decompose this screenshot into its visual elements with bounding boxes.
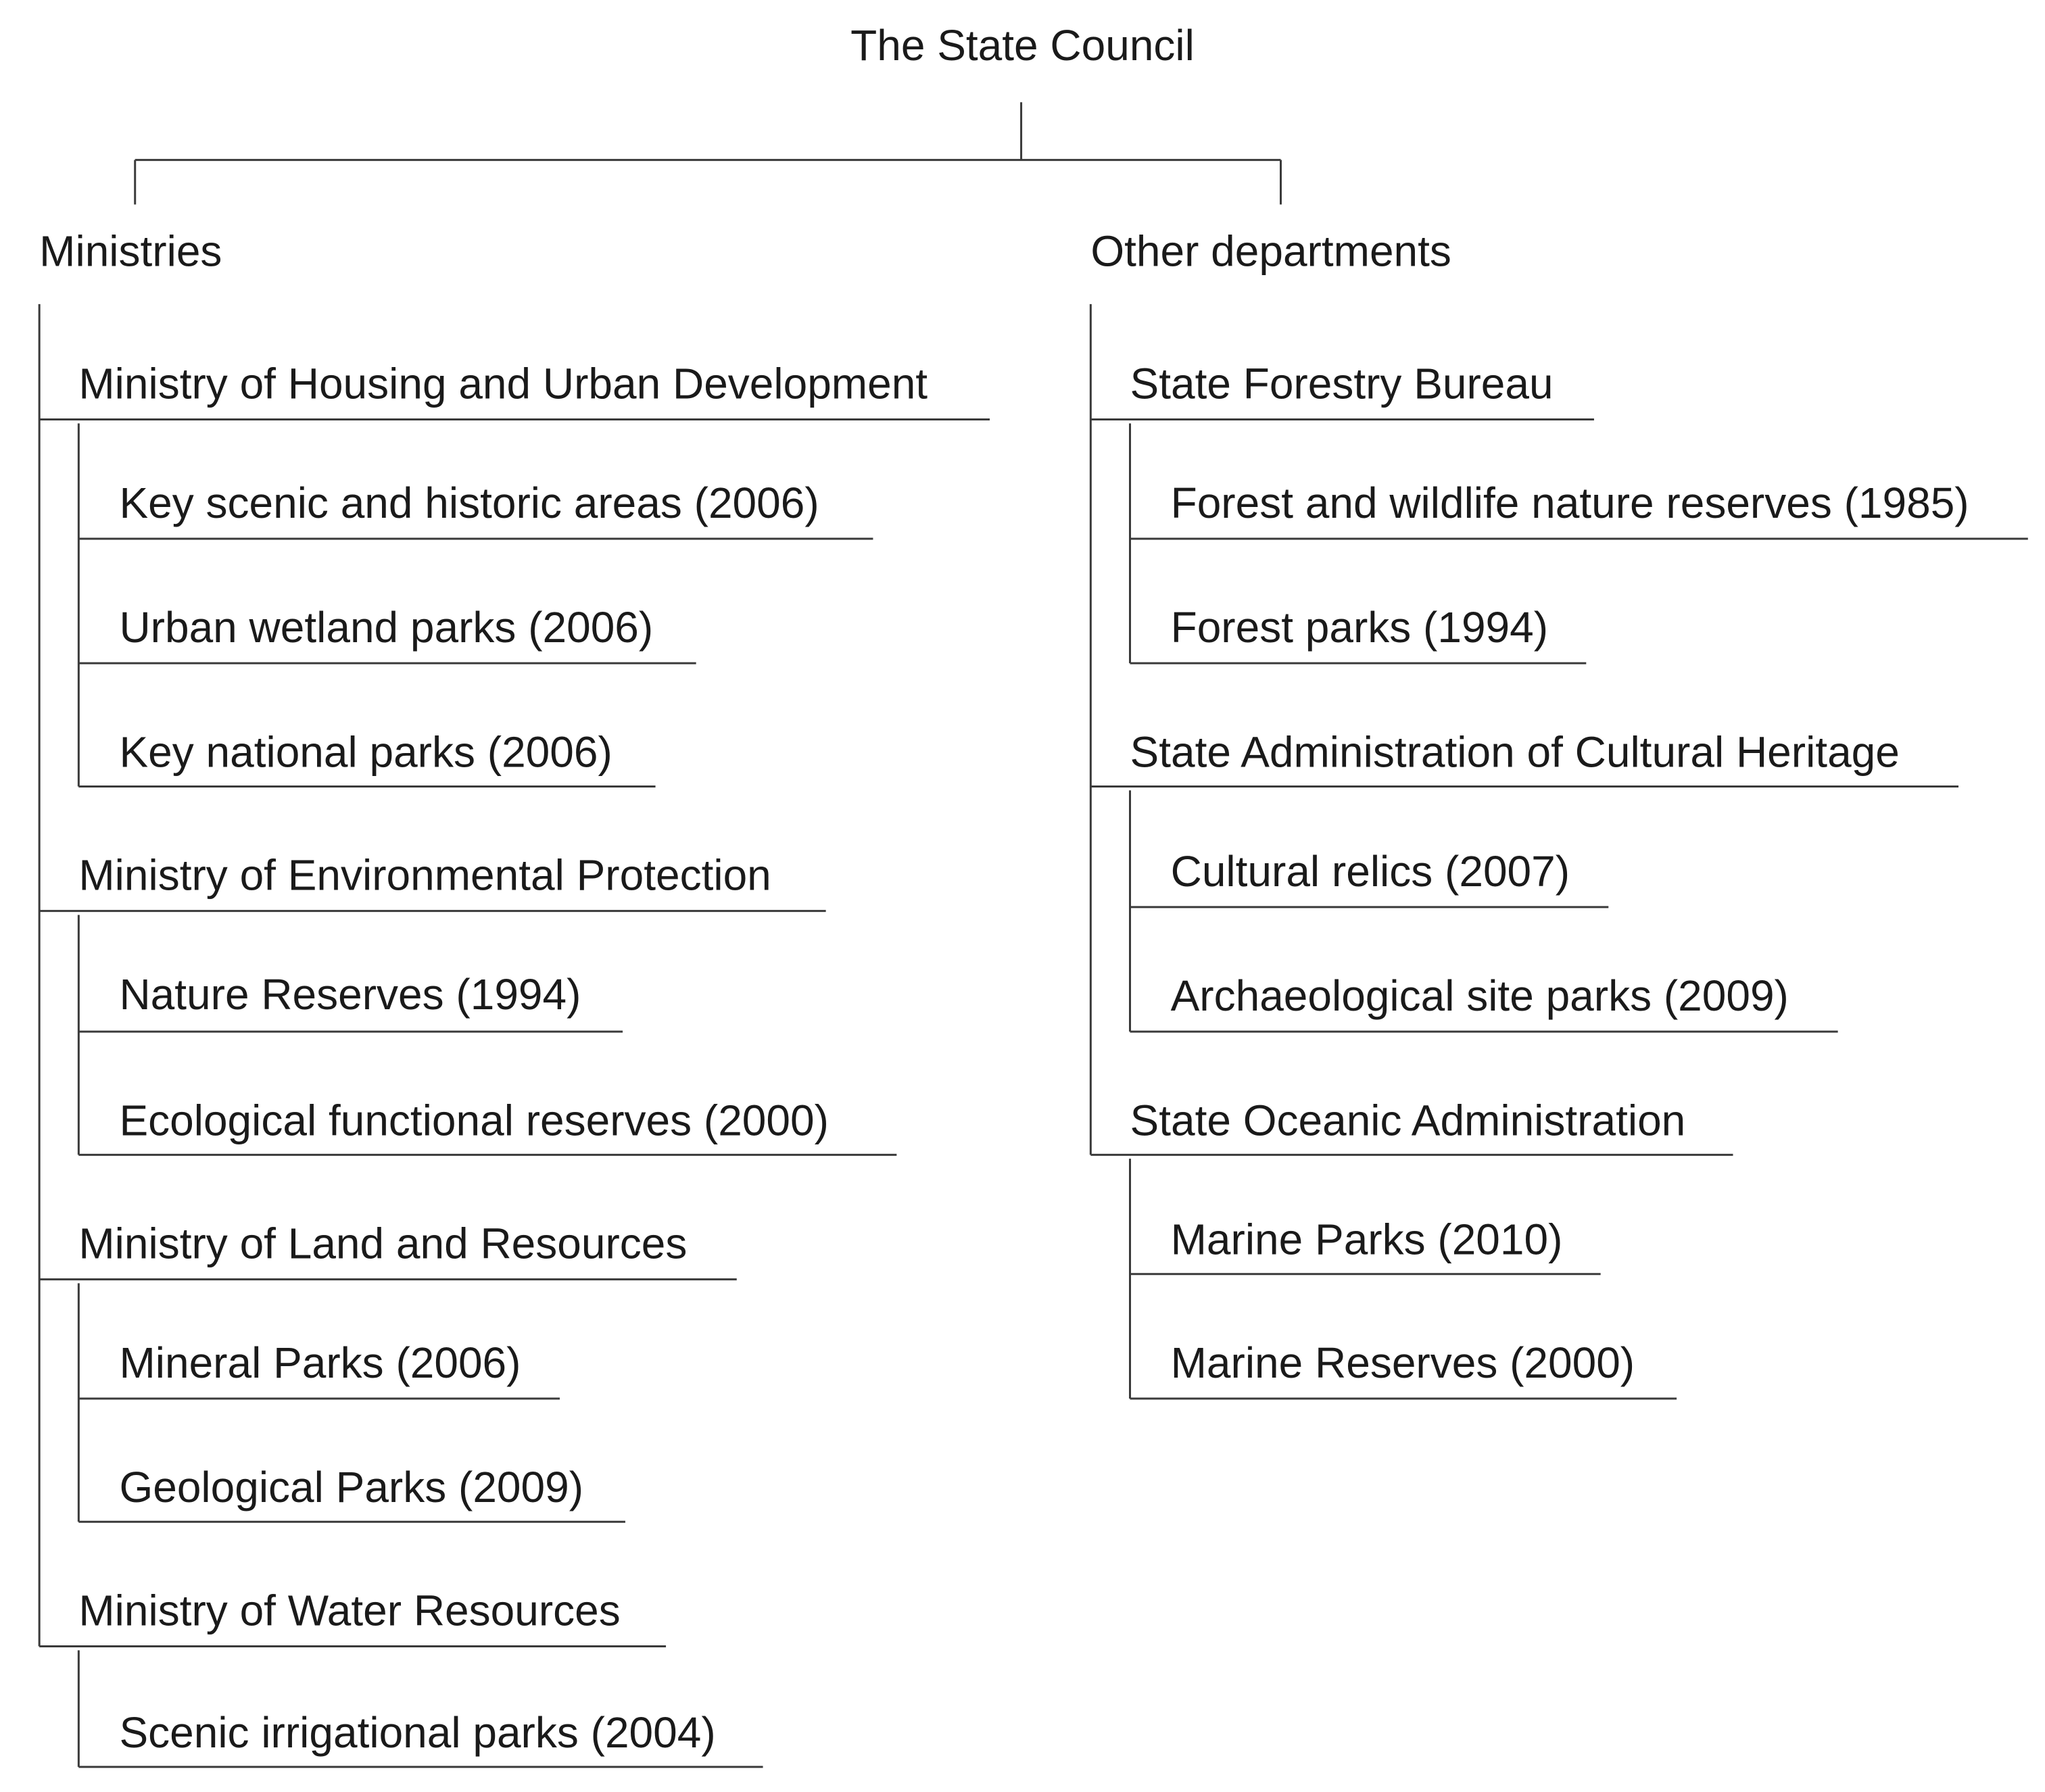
designation-item: Marine Parks (2010) [1170, 1215, 1563, 1264]
designation-item: Nature Reserves (1994) [119, 970, 581, 1019]
designation-item: Scenic irrigational parks (2004) [119, 1708, 716, 1757]
designation-item: Mineral Parks (2006) [119, 1338, 521, 1387]
group-label-ministries: Ministries [39, 226, 222, 276]
department-label: Ministry of Water Resources [78, 1586, 621, 1635]
designation-item: Cultural relics (2007) [1170, 846, 1570, 896]
designation-item: Marine Reserves (2000) [1170, 1338, 1635, 1387]
department-label: Ministry of Environmental Protection [78, 850, 771, 900]
department-label: State Administration of Cultural Heritage [1130, 727, 1900, 777]
department-label: Ministry of Land and Resources [78, 1219, 688, 1268]
designation-item: Forest and wildlife nature reserves (1985) [1170, 478, 1969, 527]
designation-item: Forest parks (1994) [1170, 603, 1549, 652]
designation-item: Key national parks (2006) [119, 727, 612, 777]
designation-item: Ecological functional reserves (2000) [119, 1096, 829, 1145]
designation-item: Geological Parks (2009) [119, 1463, 584, 1512]
designation-item: Key scenic and historic areas (2006) [119, 478, 819, 527]
department-label: State Forestry Bureau [1130, 359, 1554, 408]
department-label: Ministry of Housing and Urban Development [78, 359, 928, 408]
designation-item: Archaeological site parks (2009) [1170, 971, 1789, 1021]
root-node-label: The State Council [850, 21, 1195, 70]
department-label: State Oceanic Administration [1130, 1096, 1686, 1145]
group-label-other-departments: Other departments [1090, 226, 1451, 276]
designation-item: Urban wetland parks (2006) [119, 603, 654, 652]
connector-lines [39, 102, 2028, 1767]
